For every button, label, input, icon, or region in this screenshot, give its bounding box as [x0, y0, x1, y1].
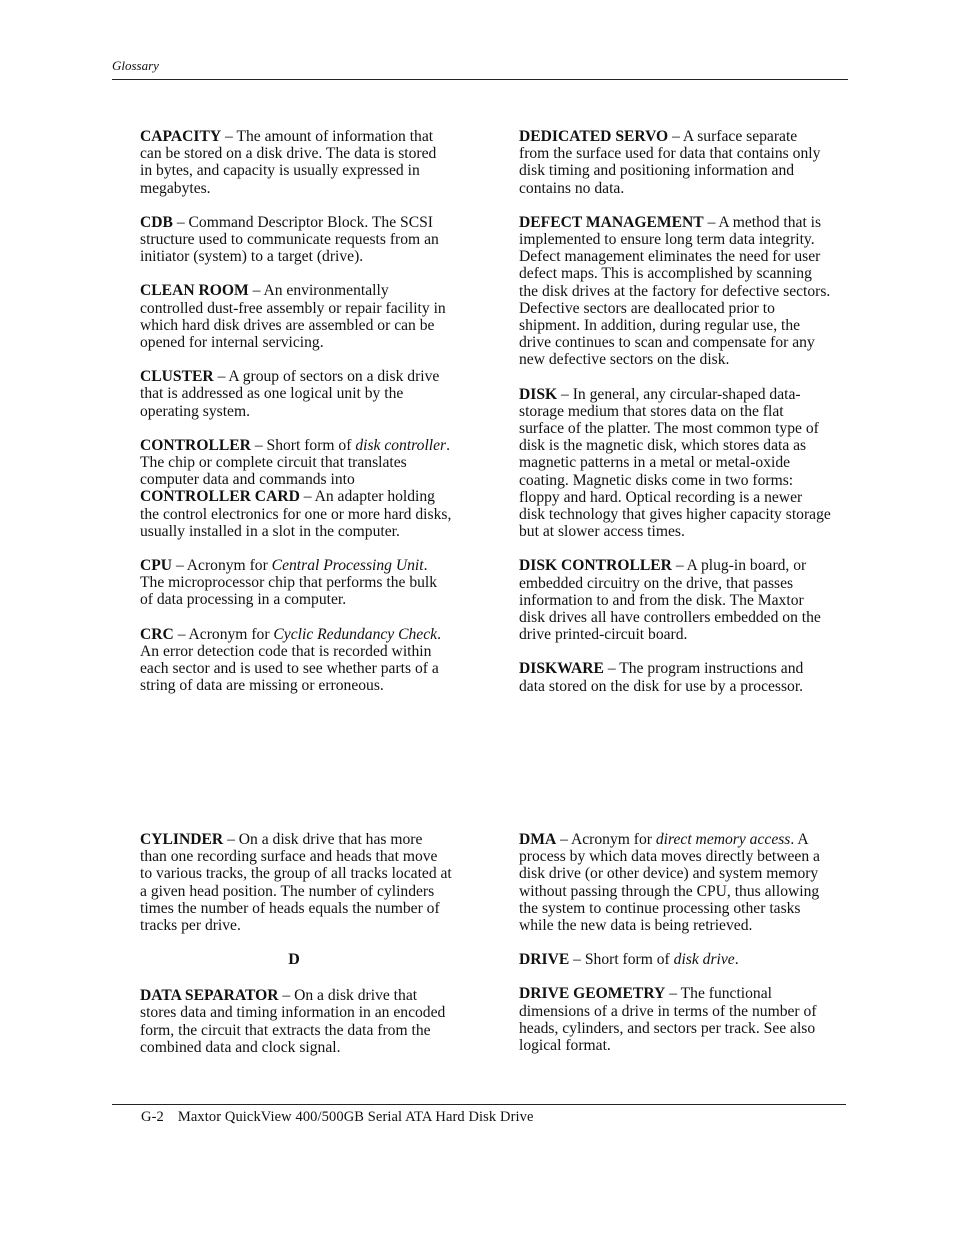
entry-definition: – A method that is implemented to ensure long term data integrity. Defect management eliminates the need for user defect maps. This is accomplished by scanning the disk drives at the factory for defective sectors. Defective sectors are deallocated prior to shipment. In addition, during regular use, the drive continues to scan and compensate for any new defective sectors on the disk. — [519, 213, 831, 369]
document-title: Maxtor QuickView 400/500GB Serial ATA Hard Disk Drive — [177, 1109, 534, 1125]
glossary-entry-diskware — [519, 660, 831, 694]
entry-term: DRIVE — [519, 951, 570, 969]
entry-term: DEFECT MANAGEMENT — [519, 213, 704, 231]
entry-italic-term: disk drive — [673, 951, 735, 969]
entry-italic-term: direct memory access — [655, 831, 791, 848]
right-bottom-block — [519, 831, 831, 1071]
entry-definition: . A process by which data moves directly between a disk drive (or other device) and system memory without passing through the CPU, thus allowing the system to continue processing other tasks while the new data is being retrieved. — [519, 831, 820, 935]
entry-term: CRC — [140, 625, 174, 643]
entry-italic-term: disk controller — [355, 436, 447, 454]
entry-term: DATA SEPARATOR — [140, 987, 279, 1005]
entry-term: CAPACITY — [140, 128, 222, 145]
glossary-entry-controller — [140, 437, 452, 540]
glossary-entry-disk-controller — [519, 557, 831, 643]
glossary-entry-capacity — [140, 128, 452, 197]
entry-term: DRIVE GEOMETRY — [519, 985, 666, 1003]
entry-term: CPU — [140, 557, 173, 575]
glossary-entry-cpu — [140, 557, 452, 609]
glossary-entry-defect-management — [519, 214, 831, 369]
entry-definition: . — [734, 951, 739, 969]
glossary-entry-data-separator — [140, 987, 452, 1056]
entry-definition: – Short form of — [569, 951, 674, 969]
entry-term-inline: CONTROLLER CARD — [140, 488, 300, 506]
glossary-entry-drive — [519, 951, 831, 968]
entry-definition: – Acronym for — [172, 557, 272, 575]
glossary-entry-clean-room — [140, 282, 452, 351]
right-top-block — [519, 128, 831, 712]
entry-definition: – An environmentally controlled dust-free assembly or repair facility in which hard disk drives are assembled or can be opened for internal servicing. — [140, 282, 446, 352]
entry-italic-term: Cyclic Redundancy Check — [273, 625, 438, 643]
entry-definition: – Acronym for — [173, 625, 274, 643]
section-letter-heading: D — [288, 951, 300, 969]
glossary-entry-cluster — [140, 368, 452, 420]
glossary-entry-crc — [140, 626, 452, 695]
entry-italic-term: Central Processing Unit — [271, 557, 424, 575]
entry-definition: – A surface separate from the surface used for data that contains only disk timing and positioning information and contains no data. — [519, 128, 821, 197]
running-header-section: Glossary — [112, 58, 159, 73]
left-top-block — [140, 128, 452, 711]
entry-definition: – A plug-in board, or embedded circuitry on the drive, that passes information to and from the disk. The Maxtor disk drives all have controllers embedded on the drive printed-circuit board. — [519, 557, 821, 644]
glossary-entry-dedicated-servo — [519, 128, 831, 197]
entry-term: CYLINDER — [140, 831, 224, 848]
entry-definition: – Short form of — [250, 436, 356, 454]
glossary-entry-disk — [519, 386, 831, 541]
entry-definition: – Command Descriptor Block. The SCSI structure used to communicate requests from an initiator (system) to a target (drive). — [140, 213, 439, 266]
entry-term: CDB — [140, 213, 173, 231]
entry-term: DISKWARE — [519, 660, 604, 678]
glossary-entry-cylinder — [140, 831, 452, 934]
entry-term: DISK CONTROLLER — [519, 557, 672, 575]
entry-definition: – An adapter holding the control electronics for one or more hard disks, usually installed in a slot in the computer. — [140, 488, 452, 540]
entry-term: DISK — [519, 385, 558, 403]
entry-term: CLUSTER — [140, 368, 214, 386]
glossary-entry-dma — [519, 831, 831, 934]
running-footer — [141, 1109, 534, 1126]
entry-definition: – A group of sectors on a disk drive that is addressed as one logical unit by the operating system. — [140, 368, 440, 420]
entry-definition: – On a disk drive that stores data and timing information in an encoded form, the circuit that extracts the data from the combined data and clock signal. — [140, 987, 446, 1056]
entry-term: DMA — [519, 831, 557, 848]
left-bottom-block — [140, 831, 452, 1073]
header-divider — [112, 79, 848, 80]
entry-definition: – In general, any circular-shaped data-storage medium that stores data on the flat surface of the platter. The most common type of disk is the magnetic disk, which stores data as magnetic patterns in a metal or metal-oxide coating. Magnetic disks come in two forms: floppy and hard. Optical recording is a newer disk technology that gives higher capacity storage but at slower access times. — [519, 385, 831, 541]
entry-definition: – The program instructions and data stored on the disk for use by a processor. — [519, 660, 804, 695]
entry-term: CONTROLLER — [140, 436, 251, 454]
entry-definition: . The chip or complete circuit that translates computer data and commands into — [140, 436, 451, 489]
entry-term: DEDICATED SERVO — [519, 128, 669, 145]
glossary-entry-cdb — [140, 214, 452, 266]
entry-definition: – On a disk drive that has more than one recording surface and heads that move to various tracks, the group of all tracks located at a given head position. The number of cylinders times the number of heads equals the number of tracks per drive. — [140, 831, 452, 935]
entry-definition: . The microprocessor chip that performs the bulk of data processing in a computer. — [140, 557, 438, 609]
footer-divider — [112, 1104, 846, 1105]
entry-definition: . An error detection code that is recorded within each sector and is used to see whether parts of a string of data are missing or erroneous. — [140, 625, 441, 695]
entry-definition: – The amount of information that can be stored on a disk drive. The data is stored in bytes, and capacity is usually expressed in megabytes. — [140, 128, 437, 197]
entry-term: CLEAN ROOM — [140, 282, 249, 300]
page-number: G-2 — [141, 1109, 164, 1125]
entry-definition: – Acronym for — [556, 831, 656, 848]
entry-definition: – The functional dimensions of a drive in terms of the number of heads, cylinders, and sectors per track. See also logical format. — [519, 985, 817, 1055]
glossary-entry-drive-geometry — [519, 985, 831, 1054]
